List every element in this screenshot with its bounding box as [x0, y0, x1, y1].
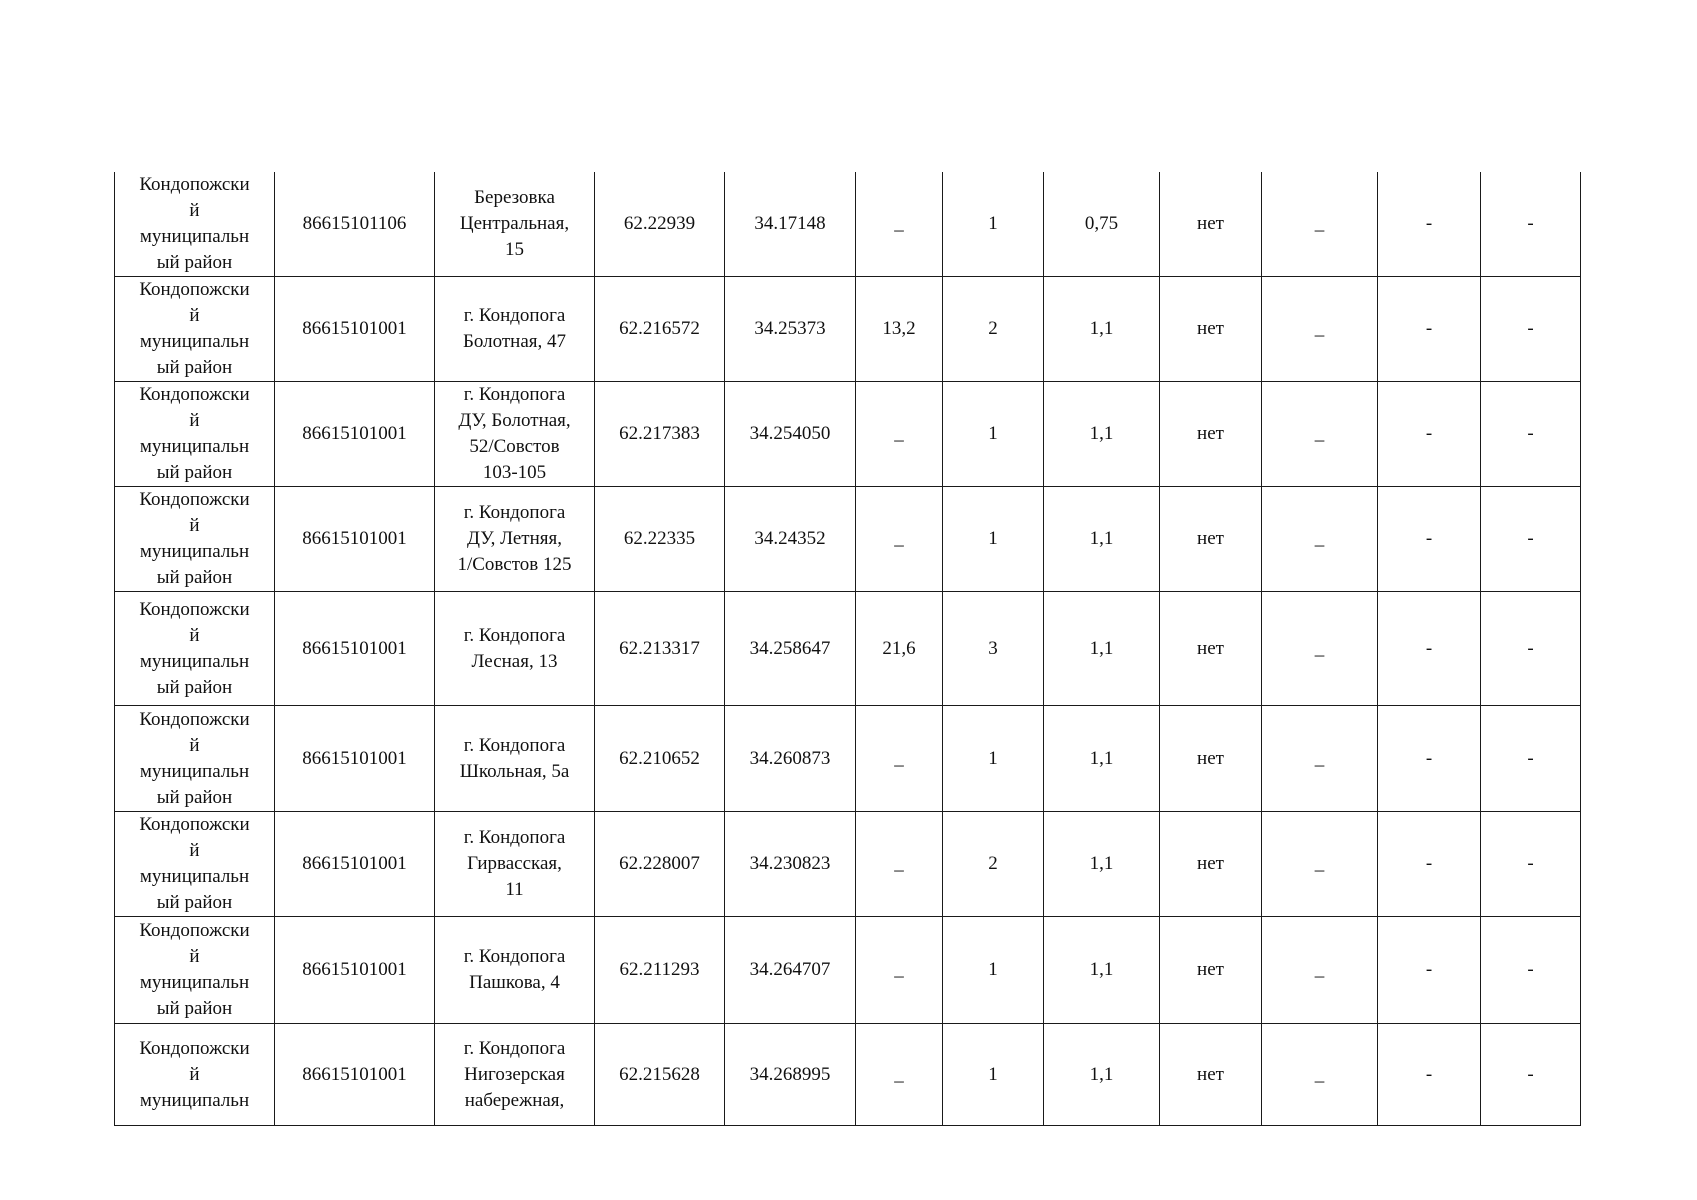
district-cell: [115, 592, 275, 706]
district-cell-line: Кондопожски: [139, 920, 250, 941]
table-row: [115, 1024, 1581, 1126]
col10-cell: [1262, 172, 1378, 277]
data-table: [114, 172, 1581, 1126]
table-row: [115, 706, 1581, 812]
address-cell-line: Березовка: [474, 187, 555, 208]
volume-cell: [1044, 487, 1160, 592]
code-cell: [275, 917, 435, 1024]
col11-cell-text: -: [1425, 423, 1433, 444]
district-cell-line: ый район: [156, 462, 233, 483]
district-cell-line: муниципальн: [139, 541, 250, 562]
volume-cell: [1044, 382, 1160, 487]
col12-cell-text: -: [1527, 318, 1534, 339]
code-cell-text: 86615101106: [302, 213, 407, 234]
district-cell-line: й: [189, 515, 200, 536]
address-cell-line: г. Кондопога: [463, 734, 566, 756]
area-cell-text: 21,6: [882, 637, 916, 659]
longitude-cell-text: 34.260873: [749, 747, 831, 769]
latitude-cell: [595, 277, 725, 382]
col11-cell-text: -: [1425, 528, 1433, 549]
col11-cell: [1378, 487, 1481, 592]
address-cell: [435, 917, 595, 1024]
address-cell-line: ДУ, Летняя,: [467, 528, 562, 549]
flag-cell: [1160, 1024, 1262, 1126]
volume-cell-text: 1,1: [1089, 747, 1114, 769]
count-cell-text: 1: [988, 1063, 998, 1085]
district-cell-line: ый район: [156, 998, 233, 1019]
district-cell-line: муниципальн: [139, 650, 250, 672]
flag-cell-text: нет: [1197, 318, 1224, 339]
latitude-cell-text: 62.228007: [619, 853, 700, 874]
longitude-cell: [725, 172, 856, 277]
code-cell: [275, 812, 435, 917]
district-cell: [115, 812, 275, 917]
longitude-cell: [725, 1024, 856, 1126]
count-cell: [943, 706, 1044, 812]
col12-cell-text: -: [1527, 423, 1534, 444]
col12-cell-text: -: [1527, 747, 1534, 769]
flag-cell-text: нет: [1197, 959, 1224, 980]
address-cell: [435, 382, 595, 487]
address-cell-line: Центральная,: [459, 213, 570, 234]
col12-cell-text: -: [1527, 959, 1534, 980]
flag-cell-text: нет: [1197, 1063, 1224, 1085]
address-cell: [435, 706, 595, 812]
col10-cell-text: _: [1314, 959, 1325, 980]
flag-cell: [1160, 277, 1262, 382]
col11-cell-text: -: [1425, 213, 1433, 234]
longitude-cell-text: 34.25373: [754, 318, 826, 339]
code-cell-text: 86615101001: [302, 318, 407, 339]
area-cell: [856, 592, 943, 706]
col11-cell: [1378, 1024, 1481, 1126]
address-cell-line: Пашкова, 4: [469, 972, 560, 993]
address-cell-line: ДУ, Болотная,: [458, 410, 571, 431]
address-cell: [435, 487, 595, 592]
address-cell-line: Лесная, 13: [471, 650, 558, 672]
area-cell: [856, 917, 943, 1024]
col11-cell: [1378, 917, 1481, 1024]
flag-cell: [1160, 706, 1262, 812]
col11-cell-text: -: [1425, 959, 1433, 980]
col11-cell: [1378, 382, 1481, 487]
col12-cell: [1481, 592, 1581, 706]
col11-cell: [1378, 812, 1481, 917]
district-cell: [115, 706, 275, 812]
col10-cell-text: _: [1314, 637, 1325, 659]
flag-cell: [1160, 812, 1262, 917]
area-cell-text: _: [894, 747, 904, 769]
district-cell: [115, 172, 275, 277]
count-cell-text: 2: [988, 318, 998, 339]
volume-cell-text: 0,75: [1084, 213, 1119, 234]
count-cell: [943, 592, 1044, 706]
count-cell-text: 1: [988, 747, 998, 769]
table-row: [115, 172, 1581, 277]
col10-cell: [1262, 382, 1378, 487]
col12-cell: [1481, 487, 1581, 592]
col10-cell: [1262, 812, 1378, 917]
address-cell: [435, 1024, 595, 1126]
col12-cell: [1481, 277, 1581, 382]
code-cell-text: 86615101001: [302, 959, 407, 980]
count-cell: [943, 172, 1044, 277]
volume-cell-text: 1,1: [1089, 1063, 1114, 1085]
volume-cell: [1044, 277, 1160, 382]
col12-cell: [1481, 917, 1581, 1024]
longitude-cell: [725, 277, 856, 382]
district-cell: [115, 1024, 275, 1126]
col12-cell-text: -: [1527, 213, 1534, 234]
district-cell-line: й: [189, 946, 200, 967]
district-cell-line: Кондопожски: [139, 279, 250, 300]
code-cell-text: 86615101001: [302, 423, 407, 444]
area-cell: [856, 277, 943, 382]
flag-cell: [1160, 382, 1262, 487]
address-cell: [435, 812, 595, 917]
volume-cell-text: 1,1: [1089, 528, 1114, 549]
col10-cell-text: _: [1314, 528, 1325, 549]
col12-cell: [1481, 172, 1581, 277]
flag-cell: [1160, 592, 1262, 706]
address-cell-line: 15: [505, 239, 524, 260]
latitude-cell: [595, 382, 725, 487]
district-cell-line: ый район: [156, 252, 233, 273]
area-cell-text: 13,2: [882, 318, 916, 339]
district-cell-line: й: [189, 624, 200, 646]
col10-cell: [1262, 1024, 1378, 1126]
longitude-cell-text: 34.254050: [749, 423, 831, 444]
district-cell-line: Кондопожски: [139, 489, 250, 510]
count-cell: [943, 487, 1044, 592]
count-cell-text: 3: [988, 637, 998, 659]
col10-cell-text: _: [1314, 1063, 1325, 1085]
district-cell-line: муниципальн: [139, 972, 250, 993]
code-cell-text: 86615101001: [302, 853, 407, 874]
longitude-cell-text: 34.268995: [749, 1063, 831, 1085]
district-cell-line: муниципальн: [139, 866, 250, 887]
longitude-cell: [725, 917, 856, 1024]
table-row: [115, 277, 1581, 382]
col10-cell-text: _: [1314, 853, 1325, 874]
count-cell-text: 2: [988, 853, 998, 874]
col10-cell: [1262, 592, 1378, 706]
district-cell-line: й: [189, 410, 200, 431]
address-cell-line: 103-105: [482, 462, 547, 483]
district-cell-line: Кондопожски: [139, 814, 250, 835]
col11-cell-text: -: [1425, 1063, 1433, 1085]
area-cell: [856, 1024, 943, 1126]
col11-cell-text: -: [1425, 637, 1433, 659]
district-cell: [115, 487, 275, 592]
count-cell-text: 1: [988, 959, 998, 980]
longitude-cell: [725, 812, 856, 917]
longitude-cell: [725, 706, 856, 812]
col12-cell-text: -: [1527, 853, 1534, 874]
flag-cell-text: нет: [1197, 213, 1224, 234]
latitude-cell: [595, 1024, 725, 1126]
latitude-cell: [595, 812, 725, 917]
col12-cell: [1481, 1024, 1581, 1126]
code-cell: [275, 277, 435, 382]
address-cell-line: г. Кондопога: [463, 827, 566, 848]
district-cell-line: ый район: [156, 567, 233, 588]
address-cell-line: г. Кондопога: [463, 624, 566, 646]
volume-cell-text: 1,1: [1089, 853, 1114, 874]
address-cell-line: Нигозерская: [464, 1063, 565, 1085]
address-cell-line: 1/Совстов 125: [457, 554, 572, 575]
latitude-cell: [595, 172, 725, 277]
col11-cell: [1378, 592, 1481, 706]
area-cell-text: _: [894, 853, 904, 874]
latitude-cell-text: 62.216572: [619, 318, 700, 339]
district-cell-line: Кондопожски: [139, 1037, 250, 1059]
latitude-cell: [595, 592, 725, 706]
district-cell-line: муниципальн: [139, 760, 250, 782]
volume-cell: [1044, 812, 1160, 917]
count-cell: [943, 277, 1044, 382]
col10-cell-text: _: [1314, 318, 1325, 339]
district-cell-line: й: [189, 305, 200, 326]
longitude-cell-text: 34.24352: [754, 528, 826, 549]
area-cell: [856, 812, 943, 917]
address-cell: [435, 277, 595, 382]
code-cell: [275, 1024, 435, 1126]
latitude-cell: [595, 917, 725, 1024]
count-cell-text: 1: [988, 423, 998, 444]
col10-cell-text: _: [1314, 213, 1325, 234]
latitude-cell: [595, 487, 725, 592]
address-cell-line: 11: [505, 879, 524, 900]
count-cell: [943, 917, 1044, 1024]
col11-cell: [1378, 172, 1481, 277]
address-cell-line: г. Кондопога: [463, 1037, 566, 1059]
district-cell-line: муниципальн: [139, 436, 250, 457]
address-cell: [435, 592, 595, 706]
code-cell-text: 86615101001: [302, 637, 407, 659]
district-cell-line: муниципальн: [139, 331, 250, 352]
code-cell: [275, 172, 435, 277]
code-cell: [275, 706, 435, 812]
address-cell-line: Школьная, 5а: [459, 760, 570, 782]
flag-cell: [1160, 172, 1262, 277]
volume-cell: [1044, 1024, 1160, 1126]
district-cell-line: ый район: [156, 892, 233, 913]
flag-cell: [1160, 917, 1262, 1024]
address-cell-line: набережная,: [464, 1089, 565, 1111]
col10-cell: [1262, 706, 1378, 812]
count-cell: [943, 1024, 1044, 1126]
volume-cell: [1044, 917, 1160, 1024]
flag-cell-text: нет: [1197, 528, 1224, 549]
district-cell-line: Кондопожски: [139, 174, 250, 195]
district-cell-line: й: [189, 1063, 200, 1085]
col11-cell: [1378, 706, 1481, 812]
col10-cell: [1262, 487, 1378, 592]
latitude-cell-text: 62.210652: [619, 747, 700, 769]
code-cell: [275, 382, 435, 487]
count-cell: [943, 812, 1044, 917]
count-cell-text: 1: [988, 528, 998, 549]
district-cell-line: Кондопожски: [139, 598, 250, 620]
latitude-cell-text: 62.211293: [619, 959, 700, 980]
col12-cell: [1481, 812, 1581, 917]
district-cell: [115, 277, 275, 382]
col11-cell-text: -: [1425, 318, 1433, 339]
volume-cell-text: 1,1: [1089, 959, 1114, 980]
area-cell-text: _: [894, 528, 904, 549]
table-row: [115, 812, 1581, 917]
volume-cell: [1044, 706, 1160, 812]
district-cell-line: й: [189, 734, 200, 756]
area-cell-text: _: [894, 213, 904, 234]
count-cell-text: 1: [988, 213, 998, 234]
longitude-cell-text: 34.258647: [749, 637, 831, 659]
volume-cell: [1044, 592, 1160, 706]
flag-cell-text: нет: [1197, 423, 1224, 444]
address-cell-line: г. Кондопога: [463, 384, 566, 405]
address-cell-line: г. Кондопога: [463, 946, 566, 967]
address-cell-line: 52/Совстов: [469, 436, 560, 457]
table-row: [115, 917, 1581, 1024]
volume-cell-text: 1,1: [1089, 637, 1114, 659]
area-cell: [856, 706, 943, 812]
address-cell-line: Болотная, 47: [462, 331, 567, 352]
latitude-cell-text: 62.215628: [619, 1063, 700, 1085]
table-row: [115, 382, 1581, 487]
district-cell-line: ый район: [156, 676, 233, 698]
col11-cell-text: -: [1425, 853, 1433, 874]
district-cell-line: муниципальн: [139, 226, 250, 247]
flag-cell-text: нет: [1197, 853, 1224, 874]
longitude-cell: [725, 592, 856, 706]
district-cell-line: ый район: [156, 357, 233, 378]
volume-cell: [1044, 172, 1160, 277]
longitude-cell: [725, 382, 856, 487]
code-cell-text: 86615101001: [302, 528, 407, 549]
district-cell: [115, 917, 275, 1024]
longitude-cell: [725, 487, 856, 592]
flag-cell: [1160, 487, 1262, 592]
address-cell: [435, 172, 595, 277]
longitude-cell-text: 34.230823: [749, 853, 831, 874]
flag-cell-text: нет: [1197, 637, 1224, 659]
district-cell-line: й: [189, 840, 200, 861]
table-row: [115, 592, 1581, 706]
col10-cell: [1262, 917, 1378, 1024]
col12-cell-text: -: [1527, 528, 1534, 549]
count-cell: [943, 382, 1044, 487]
latitude-cell: [595, 706, 725, 812]
col10-cell: [1262, 277, 1378, 382]
area-cell: [856, 382, 943, 487]
latitude-cell-text: 62.213317: [619, 637, 700, 659]
district-cell-line: муниципальн: [139, 1089, 250, 1111]
latitude-cell-text: 62.22939: [623, 213, 696, 234]
col10-cell-text: _: [1314, 423, 1325, 444]
district-cell-line: й: [189, 200, 200, 221]
code-cell-text: 86615101001: [302, 747, 407, 769]
col11-cell: [1378, 277, 1481, 382]
district-cell-line: ый район: [156, 786, 233, 808]
code-cell: [275, 487, 435, 592]
address-cell-line: г. Кондопога: [463, 502, 566, 523]
area-cell: [856, 487, 943, 592]
longitude-cell-text: 34.17148: [754, 213, 826, 234]
volume-cell-text: 1,1: [1089, 423, 1114, 444]
district-cell-line: Кондопожски: [139, 384, 250, 405]
latitude-cell-text: 62.217383: [619, 423, 700, 444]
flag-cell-text: нет: [1197, 747, 1224, 769]
code-cell-text: 86615101001: [302, 1063, 407, 1085]
longitude-cell-text: 34.264707: [749, 959, 831, 980]
volume-cell-text: 1,1: [1089, 318, 1114, 339]
area-cell-text: _: [894, 1063, 904, 1085]
address-cell-line: г. Кондопога: [463, 305, 566, 326]
area-cell-text: _: [894, 423, 904, 444]
district-cell: [115, 382, 275, 487]
col10-cell-text: _: [1314, 747, 1325, 769]
col12-cell-text: -: [1527, 1063, 1534, 1085]
latitude-cell-text: 62.22335: [623, 528, 696, 549]
district-cell-line: Кондопожски: [139, 708, 250, 730]
col12-cell: [1481, 382, 1581, 487]
address-cell-line: Гирвасская,: [467, 853, 562, 874]
area-cell: [856, 172, 943, 277]
code-cell: [275, 592, 435, 706]
col12-cell: [1481, 706, 1581, 812]
col12-cell-text: -: [1527, 637, 1534, 659]
col11-cell-text: -: [1425, 747, 1433, 769]
area-cell-text: _: [894, 959, 904, 980]
table-row: [115, 487, 1581, 592]
